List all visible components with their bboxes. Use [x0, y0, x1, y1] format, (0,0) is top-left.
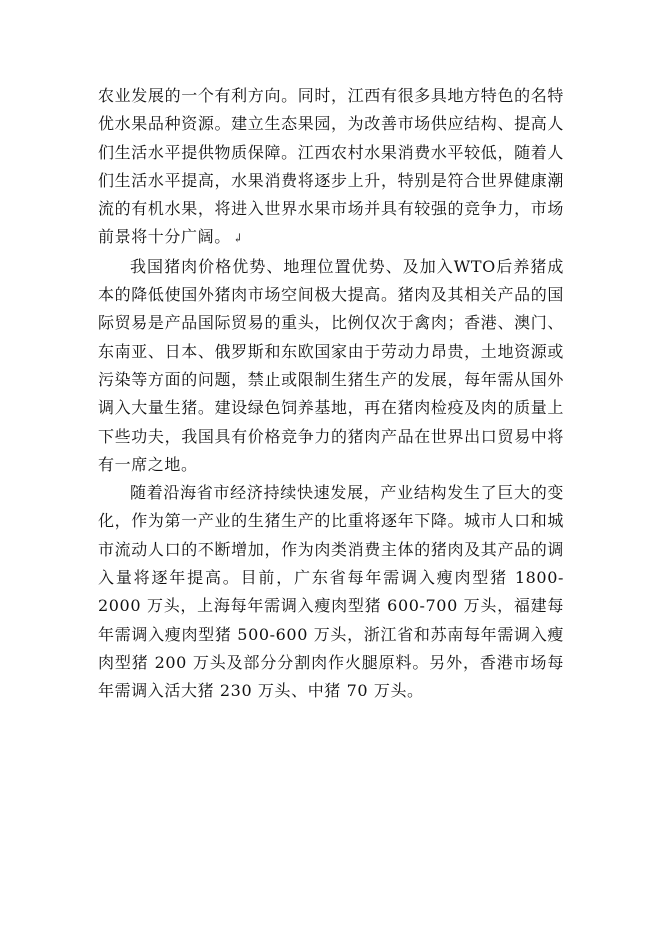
- paragraph-fruit-market: [98, 82, 564, 253]
- paragraph-text: 随着沿海省市经济持续快速发展，产业结构发生了巨大的变化，作为第一产业的生猪生产的比重将逐年下降。城市人口和城市流动人口的不断增加，作为肉类消费主体的猪肉及其产品的调入量将逐年提高。目前，广东省每年需调入瘦肉型猪 1800-2000 万头，上海每年需调入瘦肉型猪 600-700 万头，福建每年需调入瘦肉型猪 500-600 万头，浙江省和苏南每年需调入瘦肉型猪 200 万头及部分分割肉作火腿原料。另外，香港市场每年需调入活大猪 230 万头、中猪 70 万头。: [98, 483, 564, 701]
- paragraph-text: 我国猪肉价格优势、地理位置优势、及加入WTO后养猪成本的降低使国外猪肉市场空间极大提高。猪肉及其相关产品的国际贸易是产品国际贸易的重头，比例仅次于禽肉；香港、澳门、东南亚、日本、俄罗斯和东欧国家由于劳动力昂贵，土地资源或污染等方面的问题，禁止或限制生猪生产的发展，每年需从国外调入大量生猪。建设绿色饲养基地，再在猪肉检疫及肉的质量上下些功夫，我国具有价格竞争力的猪肉产品在世界出口贸易中将有一席之地。: [98, 256, 564, 474]
- paragraph-coastal-demand: [98, 479, 564, 705]
- paragraph-text: 农业发展的一个有利方向。同时，江西有很多具地方特色的名特优水果品种资源。建立生态果园，为改善市场供应结构、提高人们生活水平提供物质保障。江西农村水果消费水平较低，随着人们生活水平提高，水果消费将逐步上升，特别是符合世界健康潮流的有机水果，将进入世界水果市场并具有较强的竞争力，市场前景将十分广阔。: [98, 86, 564, 247]
- paragraph-pork-export: [98, 253, 564, 479]
- document-body: [98, 82, 564, 706]
- paragraph-mark-icon: ↲: [232, 231, 244, 246]
